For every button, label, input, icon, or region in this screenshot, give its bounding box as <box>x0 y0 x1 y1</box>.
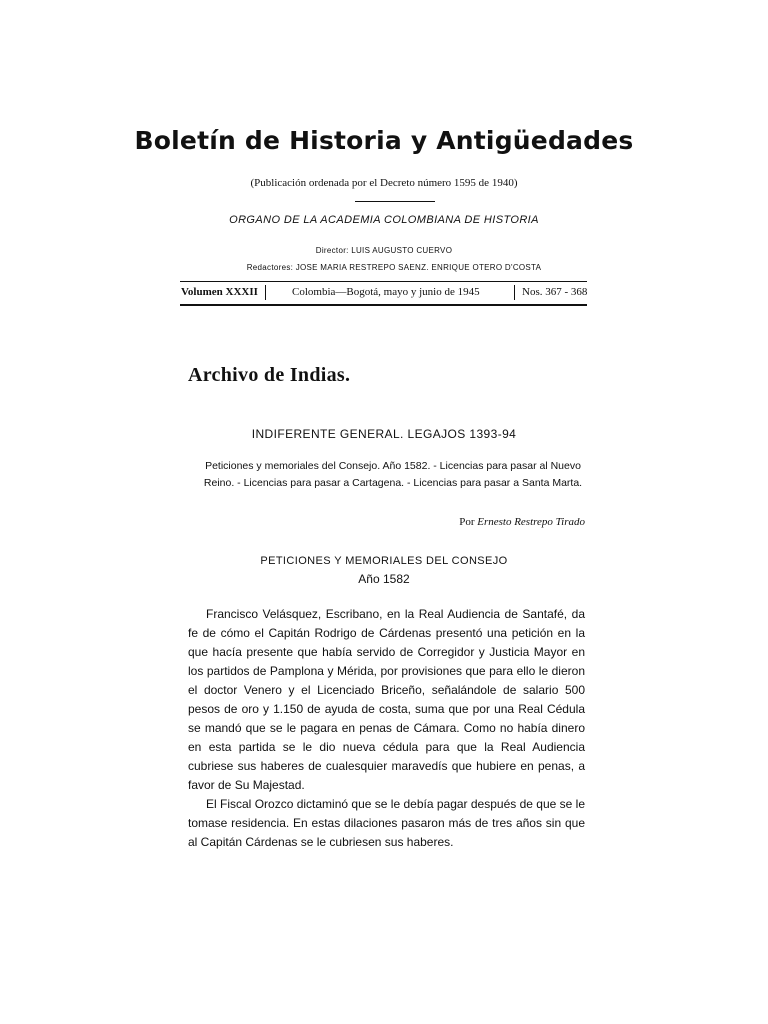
issue-rule-bottom <box>180 304 587 306</box>
author-prefix: Por <box>459 516 475 528</box>
body-text <box>188 605 585 852</box>
article-title: Archivo de Indias. <box>188 364 351 386</box>
issue-separator <box>514 285 515 300</box>
director-line <box>0 246 768 255</box>
paragraph: Francisco Velásquez, Escribano, en la Real Audiencia de Santafé, da fe de cómo el Capitán Rodrigo de Cárdenas presentó una petición en la que hacía presente que había servido de Corregidor y Justicia Mayor en los partidos de Pamplona y Mérida, por provisiones que para ello le dieron el doctor Venero y el Licenciado Briceño, señalándole de salario 500 pesos de oro y 1.150 de ayuda de costa, suma que por una Real Cédula se mandó que se le pagara en penas de Cámara. Como no había dinero en esta partida se le dio nueva cédula para que la Real Audiencia cubriese sus haberes de cualesquier maravedís que hubiere en penas, a favor de Su Majestad. <box>188 607 585 792</box>
issue-numbers: Nos. 367 - 368 <box>522 286 588 298</box>
issue-separator <box>265 285 266 300</box>
author-line <box>380 516 585 528</box>
volume-label: Volumen XXXII <box>181 286 258 298</box>
director-name: LUIS AUGUSTO CUERVO <box>351 246 453 255</box>
issue-bar <box>180 286 587 304</box>
paragraph: El Fiscal Orozco dictaminó que se le debía pagar después de que se le tomase residencia. En estas dilaciones pasaron más de tres años sin que al Capitán Cárdenas se le cubriesen sus haberes. <box>188 797 585 849</box>
decree-note: (Publicación ordenada por el Decreto número 1595 de 1940) <box>250 177 518 189</box>
editors-names: JOSE MARIA RESTREPO SAENZ. ENRIQUE OTERO D'COSTA <box>295 263 542 272</box>
section-heading: INDIFERENTE GENERAL. LEGAJOS 1393-94 <box>251 427 517 441</box>
place-date: Colombia—Bogotá, mayo y junio de 1945 <box>292 286 480 298</box>
editors-label: Redactores: <box>246 263 294 272</box>
editors-line <box>0 263 768 272</box>
sub-heading: PETICIONES Y MEMORIALES DEL CONSEJO <box>260 555 508 567</box>
issue-rule-top <box>180 281 587 282</box>
journal-title: Boletín de Historia y Antigüedades <box>134 126 634 155</box>
director-label: Director: <box>315 246 349 255</box>
organ-line: ORGANO DE LA ACADEMIA COLOMBIANA DE HISTORIA <box>229 214 539 226</box>
sub-year: Año 1582 <box>358 572 410 586</box>
short-divider <box>355 201 435 202</box>
author-name: Ernesto Restrepo Tirado <box>477 516 585 528</box>
article-summary: Peticiones y memoriales del Consejo. Año 1582. - Licencias para pasar al Nuevo Reino. - Licencias para pasar a Cartagena. - Licencias para pasar a Santa Marta. <box>203 460 583 489</box>
